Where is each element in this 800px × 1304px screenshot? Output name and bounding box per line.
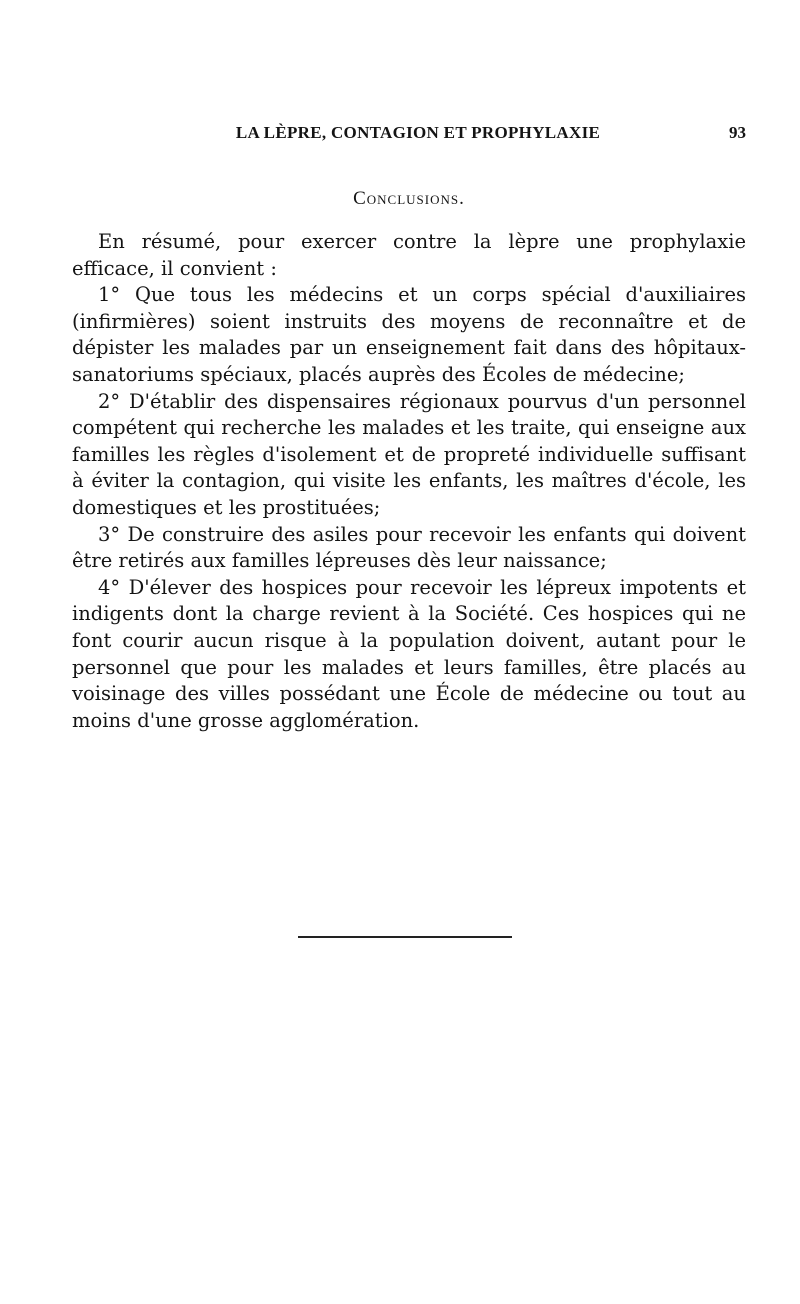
paragraph-item-2: 2° D'établir des dispensaires régionaux pourvus d'un personnel compétent qui recherche les malades et les traite, qui enseigne aux familles les règles d'isolement et de propreté individuelle suffisant à éviter la contagion, qui visite les enfants, les maîtres d'école, les domestiques et les prostituées;: [72, 389, 746, 519]
running-title: LA LÈPRE, CONTAGION ET PROPHYLAXIE: [235, 123, 601, 142]
end-rule-divider: [298, 936, 512, 938]
body-text: [72, 229, 746, 734]
paragraph-intro: En résumé, pour exercer contre la lèpre une prophylaxie efficace, il convient :: [72, 230, 746, 280]
paragraph-item-3: 3° De construire des asiles pour recevoir les enfants qui doivent être retirés aux familles lépreuses dès leur naissance;: [72, 522, 746, 573]
paragraph-item-1: 1° Que tous les médecins et un corps spécial d'auxiliaires (infirmières) soient instruits des moyens de reconnaître et de dépister les malades par un enseignement fait dans des hôpitaux-sanatoriums spéciaux, placés auprès des Écoles de médecine;: [72, 283, 746, 386]
running-header: [72, 118, 746, 148]
paragraph-item-4: 4° D'élever des hospices pour recevoir les lépreux impotents et indigents dont la charge revient à la Société. Ces hospices qui ne font courir aucun risque à la population doivent, autant pour le personnel que pour les malades et leurs familles, être placés au voisinage des villes possédant une École de médecine ou tout au moins d'une grosse agglomération.: [72, 575, 746, 732]
section-heading: Conclusions.: [353, 188, 465, 209]
page-number: 93: [729, 123, 746, 142]
